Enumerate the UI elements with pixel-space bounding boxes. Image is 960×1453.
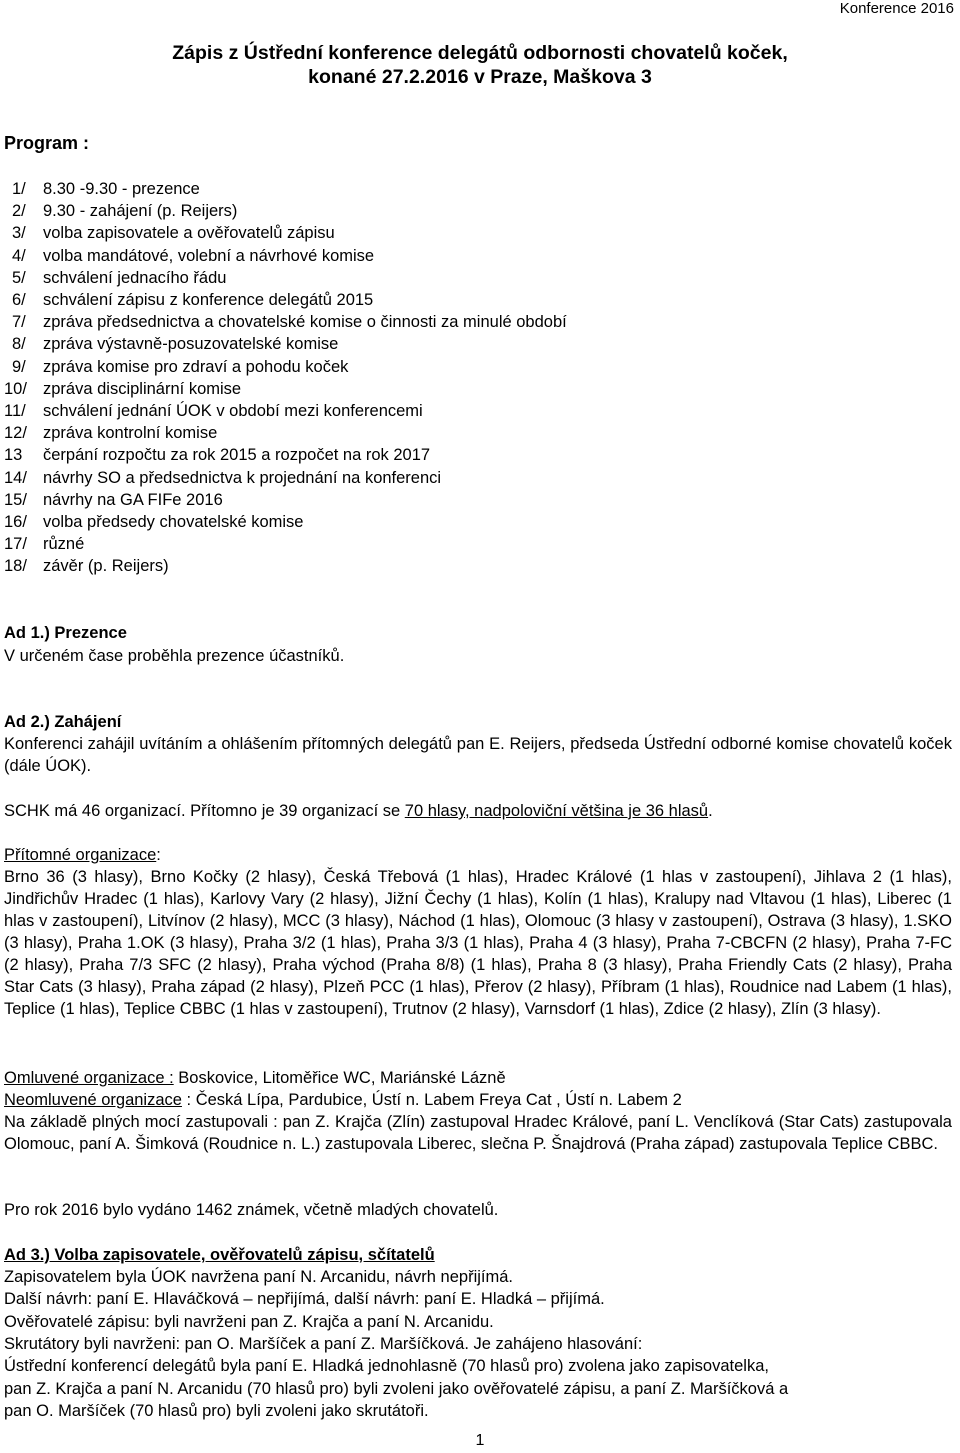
agenda-item-number: 12/ [4,424,27,443]
agenda-item-text: návrhy SO a předsednictva k projednání na konferenci [43,468,442,487]
ad3-line: Ověřovatelé zápisu: byli navrženi pan Z. Krajča a paní N. Arcanidu. [4,1312,494,1331]
agenda-item-number: 6/ [12,291,26,309]
ad3-line: pan O. Maršíček (70 hlasů pro) byli zvoleni jako skrutátoři. [4,1401,429,1420]
agenda-item-number: 18/ [4,557,27,576]
present-orgs-colon: : [156,846,161,864]
ad1-text: V určeném čase proběhla prezence účastníků. [4,647,345,665]
ad3-line: Další návrh: paní E. Hlaváčková – nepřijímá, další návrh: paní E. Hladká – přijímá. [4,1290,605,1309]
agenda-item-text: zpráva disciplinární komise [43,379,242,398]
agenda-item-number: 13 [4,446,23,465]
agenda-item-number: 17/ [4,535,27,554]
title-line-2: konané 27.2.2016 v Praze, Maškova 3 [308,66,652,88]
stamps-issued-text: Pro rok 2016 bylo vydáno 1462 známek, včetně mladých chovatelů. [4,1201,499,1219]
agenda-item-text: volba mandátové, volební a návrhové komise [43,246,375,265]
agenda-item-text: schválení zápisu z konference delegátů 2015 [43,291,374,309]
agenda-item-text: schválení jednání ÚOK v období mezi konferencemi [43,402,423,420]
agenda-item-text: 8.30 -9.30 - prezence [43,180,200,198]
unexcused-orgs [4,1089,682,1111]
agenda-item-text: 9.30 - zahájení (p. Reijers) [43,202,238,221]
ad2-heading: Ad 2.) Zahájení [4,713,122,731]
agenda-item-text: různé [43,535,85,554]
agenda-item-text: zpráva předsednictva a chovatelské komise o činnosti za minulé období [43,313,567,332]
page-number: 1 [475,1432,485,1449]
schk-plain-text: SCHK má 46 organizací. Přítomno je 39 organizací se [4,802,405,820]
ad3-line: pan Z. Krajča a paní N. Arcanidu (70 hlasů pro) byli zvoleni jako ověřovatelé zápisu, a paní Z. Maršíčková a [4,1379,789,1398]
agenda-item-text: zpráva komise pro zdraví a pohodu koček [43,357,349,376]
ad1-heading: Ad 1.) Prezence [4,624,127,642]
agenda-item-number: 1/ [12,180,26,198]
present-orgs-list: Brno 36 (3 hlasy), Brno Kočky (2 hlasy), Česká Třebová (1 hlas), Hradec Králové (1 hlas v zastoupení), Jihlava 2 (1 hlas), Jindřichův Hradec (1 hlas), Karlovy Vary (2 hlasy), Jižní Čechy (1 hlas), Kolín (1 hlas), Kralupy nad Vltavou (1 hlas), Liberec (1 hlas v zastoupení), Litvínov (2 hlasy), MCC (3 hlasy), Náchod (1 hlas), Olomouc (3 hlasy v zastoupení), Ostrava (3 hlasy), 1.SKO (3 hlasy), Praha 1.OK (3 hlasy), Praha 3/2 (1 hlas), Praha 3/3 (1 hlas), Praha 4 (3 hlasy), Praha 7-CBCFN (2 hlasy), Praha 7-FC (2 hlasy), Praha 7/3 SFC (2 hlasy), Praha východ (Praha 8/8) (1 hlas), Praha 8 (3 hlasy), Praha Friendly Cats (2 hlasy), Praha Star Cats (3 hlasy), Praha západ (2 hlasy), Plzeň PCC (1 hlas), Přerov (2 hlasy), Příbram (1 hlas), Roudnice nad Labem (1 hlas), Teplice (1 hlas), Teplice CBBC (1 hlas v zastoupení), Trutnov (2 hlasy), Varnsdorf (1 hlas), Zdice (2 hlasy), Zlín (3 hlasy). [4,868,952,1018]
document-title [0,41,960,89]
ad2-schk-sentence [4,800,713,822]
excused-orgs-text: Boskovice, Litoměřice WC, Mariánské Lázně [173,1069,506,1087]
agenda-item-text: volba zapisovatele a ověřovatelů zápisu [43,224,335,243]
agenda-item-text: zpráva výstavně-posuzovatelské komise [43,335,339,354]
title-line-1: Zápis z Ústřední konference delegátů odbornosti chovatelů koček, [172,42,788,64]
agenda-item-number: 9/ [12,357,26,376]
ad2-opening-text: Konferenci zahájil uvítáním a ohlášením přítomných delegátů pan E. Reijers, předseda Ústřední odborné komise chovatelů koček (dále ÚOK). [4,735,952,775]
ad3-line: Ústřední konferencí delegátů byla paní E. Hladká jednohlasně (70 hlasů pro) zvolena jako zapisovatelka, [4,1357,769,1376]
agenda-item-number: 10/ [4,379,27,398]
ad3-heading [4,1244,435,1266]
present-orgs-label: Přítomné organizace [4,846,157,864]
ad3-line: Zapisovatelem byla ÚOK navržena paní N. Arcanidu, návrh nepřijímá. [4,1268,514,1286]
agenda-item-text: schválení jednacího řádu [43,268,227,287]
agenda-item-number: 11/ [4,402,26,420]
agenda-item-number: 4/ [12,246,26,265]
unexcused-orgs-text: : Česká Lípa, Pardubice, Ústí n. Labem Freya Cat , Ústí n. Labem 2 [181,1091,682,1109]
ad3-heading-text: Ad 3.) Volba zapisovatele, ověřovatelů zápisu, sčítatelů [4,1246,435,1264]
agenda-item-text: čerpání rozpočtu za rok 2015 a rozpočet na rok 2017 [43,446,431,465]
agenda-item-number: 8/ [12,335,26,354]
agenda-item-text: volba předsedy chovatelské komise [43,513,304,531]
agenda-item-number: 2/ [12,202,26,221]
excused-orgs [4,1067,506,1089]
agenda-item-number: 5/ [12,268,26,287]
ad3-line: Skrutátory byli navrženi: pan O. Maršíček a paní Z. Maršíčková. Je zahájeno hlasování: [4,1334,643,1353]
agenda-item-number: 3/ [12,224,26,243]
proxy-representation-text: Na základě plných mocí zastupovali : pan Z. Krajča (Zlín) zastupoval Hradec Králové, paní L. Venclíková (Star Cats) zastupovala Olomouc, paní A. Šimková (Roudnice n. L.) zastupovala Liberec, slečna P. Šnajdrová (Praha západ) zastupovala Teplice CBBC. [4,1113,952,1153]
agenda-item-text: závěr (p. Reijers) [43,557,169,576]
agenda-item-text: návrhy na GA FIFe 2016 [43,490,223,509]
program-label: Program : [4,133,90,153]
agenda-item-number: 14/ [4,468,27,487]
schk-underlined-text: 70 hlasy, nadpoloviční většina je 36 hlasů [404,802,709,820]
header-conference-label: Konference 2016 [839,0,954,17]
present-orgs-heading [4,844,161,866]
schk-end: . [708,802,713,820]
agenda-item-number: 16/ [4,513,27,531]
agenda-item-text: zpráva kontrolní komise [43,424,218,443]
agenda-item-number: 15/ [4,490,27,509]
excused-orgs-label: Omluvené organizace : [4,1069,174,1087]
unexcused-orgs-label: Neomluvené organizace [4,1091,182,1109]
agenda-item-number: 7/ [12,313,26,332]
